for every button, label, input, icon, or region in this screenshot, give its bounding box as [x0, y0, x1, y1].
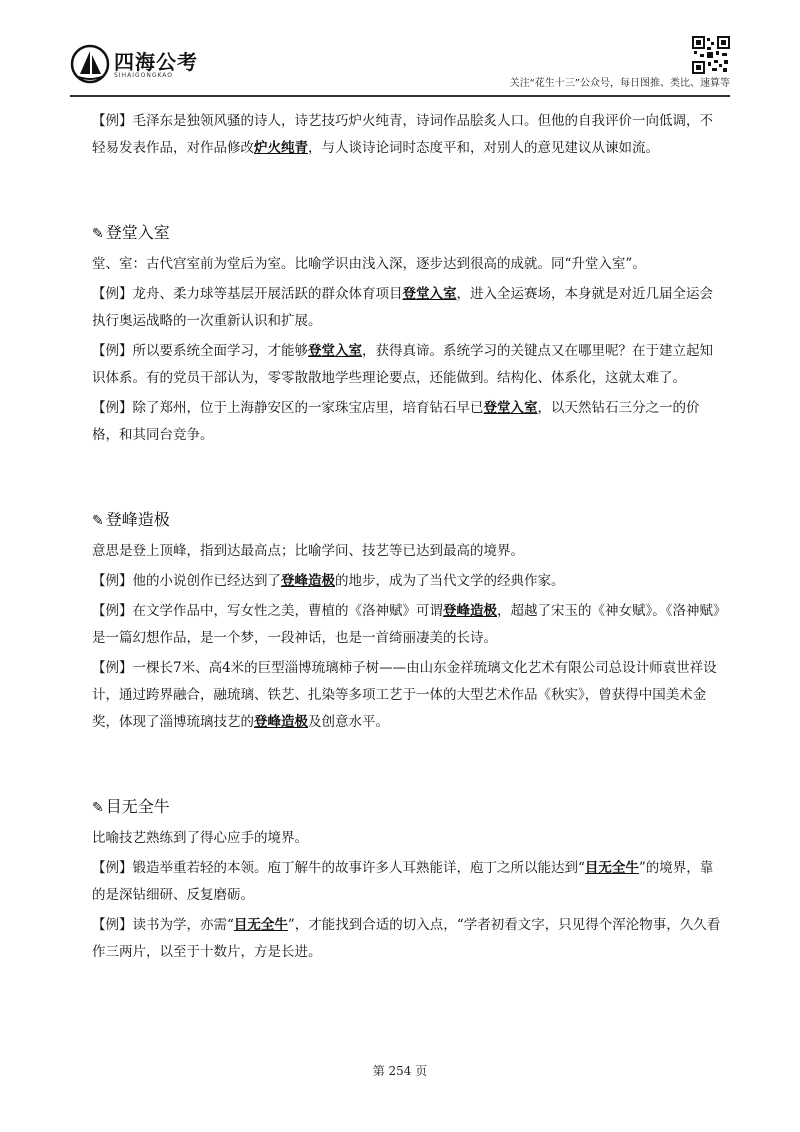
example-text: 一棵长7米、高4米的巨型淄博琉璃柿子树——由山东金祥琉璃文化艺术有限公司总设计师袁世祥设计，通过跨界融合，融琉璃、铁艺、扎染等多项工艺于一体的大型艺术作品《秋实》，曾获得中国美术金奖，体现了淄博琉璃技艺的	[92, 660, 717, 730]
entry-title	[92, 220, 722, 243]
example-prefix: 【例】	[92, 917, 133, 933]
example-text: 锻造举重若轻的本领。庖丁解牛的故事许多人耳熟能详，庖丁之所以能达到“	[132, 860, 585, 876]
qr-code-icon	[692, 36, 730, 74]
example-prefix: 【例】	[92, 400, 133, 416]
example-text: 的地步，成为了当代文学的经典作家。	[335, 573, 565, 589]
entry-definition: 意思是登上顶峰，指到达最高点；比喻学问、技艺等已达到最高的境界。	[92, 543, 524, 559]
entry-definition: 堂、室：古代宫室前为堂后为室。比喻学识由浅入深，逐步达到很高的成就。同“升堂入室”。	[92, 256, 646, 272]
entry-title-text: 登峰造极	[105, 510, 170, 529]
page-number: 第 254 页	[372, 1064, 428, 1078]
example	[92, 568, 722, 595]
example-text: ，进入全运赛场，本身就是对近几届全运会执行奥运战略的一次重新认识和扩展。	[92, 286, 713, 329]
example-prefix: 【例】	[92, 603, 133, 619]
example	[92, 395, 722, 449]
intro-example	[92, 108, 722, 162]
page-content	[92, 108, 722, 969]
header-divider	[70, 95, 730, 97]
example-term: 登峰造极	[254, 714, 308, 730]
example-term: 炉火纯青	[254, 140, 308, 156]
entry-title-text: 目无全牛	[105, 797, 170, 816]
example-term: 登堂入室	[402, 286, 457, 302]
brand-name: 四海公考	[114, 50, 198, 74]
example-prefix: 【例】	[92, 286, 133, 302]
example	[92, 598, 722, 652]
example-term: 登峰造极	[281, 573, 335, 589]
example-prefix: 【例】	[92, 113, 133, 129]
example-text: 在文学作品中，写女性之美，曹植的《洛神赋》可谓	[132, 603, 443, 619]
example-term: 登堂入室	[308, 343, 362, 359]
example-text: ”的境界，靠的是深钻细研、反复磨砺。	[92, 860, 714, 903]
example	[92, 338, 722, 392]
brand-subtitle: SIHAIGONGKAO	[114, 72, 174, 79]
page-header	[70, 40, 730, 94]
example-prefix: 【例】	[92, 660, 133, 676]
example-text: 及创意水平。	[308, 714, 389, 730]
example-text: 他的小说创作已经达到了	[132, 573, 281, 589]
example-term: 登峰造极	[443, 603, 497, 619]
example-text: ，超越了宋玉的《神女赋》。《洛神赋》是一篇幻想作品，是一个梦，一段神话，也是一首绮丽凄美的长诗。	[92, 603, 720, 646]
example-text: 毛泽东是独领风骚的诗人，诗艺技巧炉火纯青，诗词作品脍炙人口。但他的自我评价一向低调，不轻易发表作品，对作品修改	[92, 113, 713, 156]
example-prefix: 【例】	[92, 860, 133, 876]
pencil-icon: ✎	[92, 226, 104, 242]
pencil-icon: ✎	[92, 800, 104, 816]
idiom-entry	[92, 794, 722, 966]
example-text: 读书为学，亦需“	[132, 917, 234, 933]
example	[92, 655, 722, 736]
example-prefix: 【例】	[92, 573, 133, 589]
idiom-entry	[92, 507, 722, 736]
entry-title	[92, 794, 722, 817]
example-term: 目无全牛	[233, 917, 288, 933]
example-text: ，以天然钻石三分之一的价格，和其同台竞争。	[92, 400, 700, 443]
example-text: ”，才能找到合适的切入点，“学者初看文字，只见得个浑沦物事，久久看作三两片，以至于十数片，方是长进。	[92, 917, 721, 960]
example	[92, 912, 722, 966]
entry-title-text: 登堂入室	[105, 223, 170, 242]
header-tagline: 关注“花生十三”公众号，每日图推、类比、速算等	[509, 78, 730, 89]
example-text: 所以要系统全面学习，才能够	[132, 343, 308, 359]
example-text: 除了郑州，位于上海静安区的一家珠宝店里，培育钻石早已	[132, 400, 484, 416]
example	[92, 855, 722, 909]
example-term: 登堂入室	[483, 400, 538, 416]
example-prefix: 【例】	[92, 343, 133, 359]
entry-definition: 比喻技艺熟练到了得心应手的境界。	[92, 830, 308, 846]
example-text: 龙舟、柔力球等基层开展活跃的群众体育项目	[132, 286, 403, 302]
example-text: ，与人谈诗论词时态度平和，对别人的意见建议从谏如流。	[308, 140, 659, 156]
example	[92, 281, 722, 335]
sailboat-logo-icon	[70, 44, 110, 84]
entry-title	[92, 507, 722, 530]
idiom-entry	[92, 220, 722, 449]
example-term: 目无全牛	[584, 860, 639, 876]
example-text: ，获得真谛。系统学习的关键点又在哪里呢？在于建立起知识体系。有的党员干部认为，零零散散地学些理论要点，还能做到。结构化、体系化，这就太难了。	[92, 343, 713, 386]
pencil-icon: ✎	[92, 513, 104, 529]
